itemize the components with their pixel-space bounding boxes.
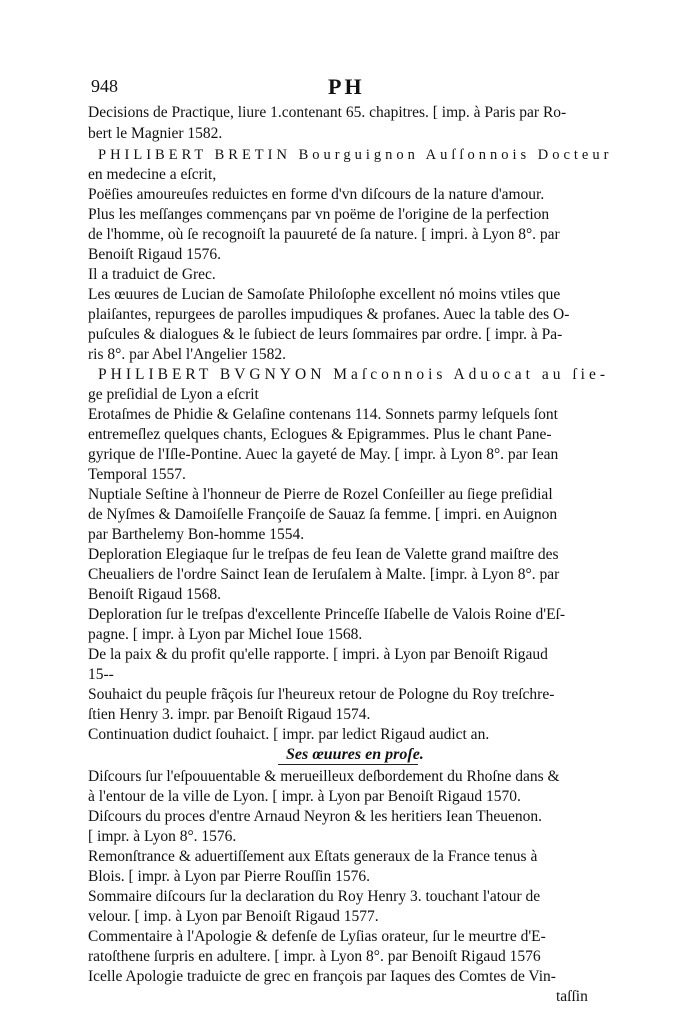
- text-line: en medecine a eſcrit,: [88, 166, 217, 183]
- text-line: Icelle Apologie traduicte de grec en françois par Iaques des Comtes de Vin-: [88, 968, 556, 985]
- text-line: ge preſidial de Lyon a eſcrit: [88, 386, 259, 403]
- catchword: taſſin: [556, 988, 588, 1005]
- text-line: pagne. [ impr. à Lyon par Michel Ioue 1568.: [88, 626, 363, 643]
- text-line: de l'homme, où ſe recognoiſt la pauureté de ſa nature. [ impri. à Lyon 8°. par: [88, 226, 560, 243]
- running-head: PH: [328, 74, 365, 99]
- text-line: Nuptiale Seſtine à l'honneur de Pierre de Rozel Conſeiller au ſiege preſidial: [88, 486, 553, 503]
- text-line: Remonſtrance & aduertiſſement aux Eſtats generaux de la France tenus à: [88, 848, 538, 865]
- text-line: par Barthelemy Bon-homme 1554.: [88, 526, 305, 543]
- text-line: Poëſies amoureuſes reduictes en forme d'vn diſcours de la nature d'amour.: [88, 186, 545, 203]
- text-line: plaiſantes, repurgees de parolles impudiques & profanes. Auec la table des O-: [88, 306, 570, 323]
- text-line: puſcules & dialogues & le ſubiect de leurs ſommaires par ordre. [ impr. à Pa-: [88, 326, 563, 343]
- text-line: Benoiſt Rigaud 1576.: [88, 246, 222, 263]
- text-line: Il a traduict de Grec.: [88, 266, 216, 283]
- text-line: Plus les meſſanges commençans par vn poëme de l'origine de la perfection: [88, 206, 550, 223]
- text-line: Les œuures de Lucian de Samoſate Philoſophe excellent nó moins vtiles que: [88, 286, 561, 303]
- text-line: ratoſthene ſurpris en adultere. [ impr. à Lyon 8°. par Benoiſt Rigaud 1576: [88, 948, 541, 965]
- text-line: Deploration ſur le treſpas d'excellente Princeſſe Iſabelle de Valois Roine d'Eſ-: [88, 606, 566, 623]
- section-heading: Ses œuures en proſe.: [286, 746, 424, 763]
- text-line: Benoiſt Rigaud 1568.: [88, 586, 222, 603]
- text-line: Cheualiers de l'ordre Sainct Iean de Ieruſalem à Malte. [impr. à Lyon 8°. par: [88, 566, 560, 583]
- text-line: Continuation dudict ſouhaict. [ impr. par ledict Rigaud audict an.: [88, 726, 490, 743]
- author-heading: PHILIBERT BVGNYON Maſconnois Aduocat au ſie-: [98, 366, 610, 383]
- page-number: 948: [91, 76, 118, 96]
- text-line: Temporal 1557.: [88, 466, 186, 483]
- text-line: entremeſlez quelques chants, Eclogues & Epigrammes. Plus le chant Pane-: [88, 426, 552, 443]
- text-line: Diſcours ſur l'eſpouuentable & merueilleux deſbordement du Rhoſne dans &: [88, 768, 560, 785]
- text-line: bert le Magnier 1582.: [88, 125, 223, 142]
- text-line: Souhaict du peuple frãçois ſur l'heureux retour de Pologne du Roy treſchre-: [88, 686, 555, 703]
- text-line: ſtien Henry 3. impr. par Benoiſt Rigaud 1574.: [88, 706, 371, 723]
- text-line: Deploration Elegiaque ſur le treſpas de feu Iean de Valette grand maiſtre des: [88, 546, 559, 563]
- text-line: Erotaſmes de Phidie & Gelaſine contenans 114. Sonnets parmy leſquels ſont: [88, 406, 558, 423]
- section-rule: [278, 764, 418, 765]
- text-line: De la paix & du profit qu'elle rapporte. [ impri. à Lyon par Benoiſt Rigaud: [88, 646, 548, 663]
- text-line: 15--: [88, 666, 114, 683]
- text-line: ris 8°. par Abel l'Angelier 1582.: [88, 346, 286, 363]
- page-header: [0, 74, 696, 104]
- author-heading: PHILIBERT BRETIN Bourguignon Auſſonnois Docteur: [98, 147, 613, 163]
- text-line: Blois. [ impr. à Lyon par Pierre Rouſſin 1576.: [88, 868, 370, 885]
- text-line: gyrique de l'Iſle-Pontine. Auec la gayeté de May. [ impr. à Lyon 8°. par Iean: [88, 446, 559, 463]
- text-line: à l'entour de la ville de Lyon. [ impr. à Lyon par Benoiſt Rigaud 1570.: [88, 788, 521, 805]
- text-line: Decisions de Practique, liure 1.contenant 65. chapitres. [ imp. à Paris par Ro-: [88, 104, 567, 121]
- text-line: de Nyſmes & Damoiſelle Françoiſe de Sauaz ſa femme. [ impri. en Auignon: [88, 506, 558, 523]
- text-line: velour. [ imp. à Lyon par Benoiſt Rigaud 1577.: [88, 908, 379, 925]
- text-line: Commentaire à l'Apologie & defenſe de Lyſias orateur, ſur le meurtre d'E-: [88, 928, 546, 945]
- text-line: Sommaire diſcours ſur la declaration du Roy Henry 3. touchant l'atour de: [88, 888, 541, 905]
- text-line: [ impr. à Lyon 8°. 1576.: [88, 828, 237, 845]
- text-line: Diſcours du proces d'entre Arnaud Neyron & les heritiers Iean Theuenon.: [88, 808, 543, 825]
